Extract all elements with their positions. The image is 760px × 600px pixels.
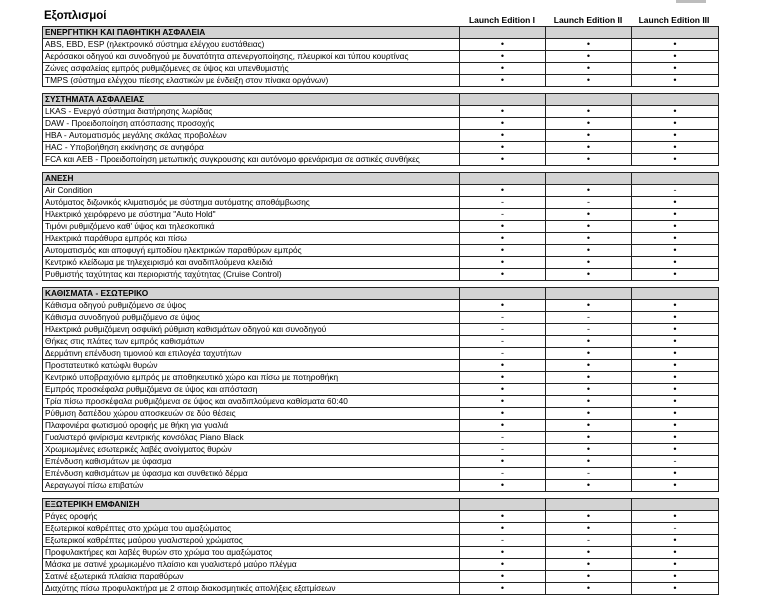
table-row — [43, 456, 719, 468]
spacer-cell — [43, 87, 460, 94]
spacer-cell — [460, 492, 546, 499]
table-row — [43, 523, 719, 535]
availability-cell-edition-3: • — [632, 348, 719, 360]
availability-cell-edition-1: • — [460, 63, 546, 75]
availability-cell-edition-2: - — [546, 324, 632, 336]
table-row — [43, 197, 719, 209]
section-header-row — [43, 173, 719, 185]
availability-cell-edition-1: - — [460, 468, 546, 480]
sheet-header — [42, 0, 718, 26]
availability-cell-edition-3: • — [632, 245, 719, 257]
availability-cell-edition-2: • — [546, 559, 632, 571]
availability-cell-edition-2: • — [546, 583, 632, 595]
availability-cell-edition-1: • — [460, 408, 546, 420]
availability-cell-edition-1: • — [460, 571, 546, 583]
section-spacer — [43, 166, 719, 173]
availability-cell-edition-1: - — [460, 535, 546, 547]
table-row — [43, 408, 719, 420]
table-row — [43, 185, 719, 197]
feature-label: Πλαφονιέρα φωτισμού οροφής με θήκη για γυαλιά — [43, 420, 460, 432]
availability-cell-edition-2: • — [546, 154, 632, 166]
section-header-row — [43, 288, 719, 300]
availability-cell-edition-1: • — [460, 511, 546, 523]
spacer-cell — [546, 166, 632, 173]
availability-cell-edition-2: • — [546, 480, 632, 492]
availability-cell-edition-3: • — [632, 118, 719, 130]
feature-label: Τιμόνι ρυθμιζόμενο καθ' ύψος και τηλεσκοπικά — [43, 221, 460, 233]
availability-cell-edition-1: • — [460, 185, 546, 197]
availability-cell-edition-3: • — [632, 197, 719, 209]
availability-cell-edition-1: • — [460, 456, 546, 468]
availability-cell-edition-2: - — [546, 468, 632, 480]
spacer-cell — [43, 166, 460, 173]
availability-cell-edition-2: • — [546, 547, 632, 559]
table-row — [43, 312, 719, 324]
section-spacer — [43, 281, 719, 288]
section-header-cell — [460, 27, 546, 39]
availability-cell-edition-1: - — [460, 312, 546, 324]
availability-cell-edition-3: • — [632, 324, 719, 336]
feature-label: LKAS - Ενεργό σύστημα διατήρησης λωρίδας — [43, 106, 460, 118]
feature-label: HBA - Αυτοματισμός μεγάλης σκάλας προβολέων — [43, 130, 460, 142]
feature-label: Διαχύτης πίσω προφυλακτήρα με 2 σποιρ διακοσμητικές απολήξεις εξατμίσεων — [43, 583, 460, 595]
table-row — [43, 396, 719, 408]
availability-cell-edition-2: • — [546, 221, 632, 233]
section-header-cell — [460, 288, 546, 300]
section-header-cell — [460, 94, 546, 106]
availability-cell-edition-3: • — [632, 511, 719, 523]
availability-cell-edition-2: • — [546, 130, 632, 142]
availability-cell-edition-2: • — [546, 360, 632, 372]
feature-label: HAC - Υποβοήθηση εκκίνησης σε ανηφόρα — [43, 142, 460, 154]
section-header-cell — [546, 27, 632, 39]
availability-cell-edition-3: - — [632, 523, 719, 535]
feature-label: DAW - Προειδοποίηση απόσπασης προσοχής — [43, 118, 460, 130]
availability-cell-edition-2: • — [546, 257, 632, 269]
availability-cell-edition-2: - — [546, 197, 632, 209]
availability-cell-edition-1: - — [460, 432, 546, 444]
availability-cell-edition-3: • — [632, 535, 719, 547]
availability-cell-edition-2: • — [546, 63, 632, 75]
availability-cell-edition-1: • — [460, 106, 546, 118]
availability-cell-edition-1: - — [460, 336, 546, 348]
table-row — [43, 571, 719, 583]
table-row — [43, 245, 719, 257]
feature-label: Εμπρός προσκέφαλα ρυθμιζόμενα σε ύψος και απόσταση — [43, 384, 460, 396]
availability-cell-edition-1: - — [460, 444, 546, 456]
availability-cell-edition-2: • — [546, 396, 632, 408]
feature-label: Επένδυση καθισμάτων με ύφασμα και συνθετικό δέρμα — [43, 468, 460, 480]
column-header-edition-3: Launch Edition III — [638, 15, 710, 25]
feature-label: Προστατευτικό κατώφλι θυρών — [43, 360, 460, 372]
availability-cell-edition-3: • — [632, 312, 719, 324]
feature-label: ABS, EBD, ESP (ηλεκτρονικό σύστημα ελέγχου ευστάθειας) — [43, 39, 460, 51]
table-row — [43, 63, 719, 75]
spacer-cell — [43, 281, 460, 288]
table-row — [43, 75, 719, 87]
table-row — [43, 444, 719, 456]
availability-cell-edition-2: • — [546, 408, 632, 420]
availability-cell-edition-1: • — [460, 51, 546, 63]
availability-cell-edition-3: • — [632, 257, 719, 269]
availability-cell-edition-2: • — [546, 209, 632, 221]
availability-cell-edition-2: • — [546, 384, 632, 396]
column-header-edition-1: Launch Edition I — [468, 15, 536, 25]
availability-cell-edition-2: • — [546, 233, 632, 245]
availability-cell-edition-2: • — [546, 444, 632, 456]
availability-cell-edition-1: - — [460, 209, 546, 221]
availability-cell-edition-1: • — [460, 583, 546, 595]
section-header-cell — [546, 94, 632, 106]
availability-cell-edition-3: • — [632, 372, 719, 384]
page-title: Εξοπλισμοί — [44, 10, 107, 22]
availability-cell-edition-1: - — [460, 324, 546, 336]
availability-cell-edition-3: • — [632, 420, 719, 432]
feature-label: Air Condition — [43, 185, 460, 197]
availability-cell-edition-3: • — [632, 269, 719, 281]
availability-cell-edition-2: - — [546, 312, 632, 324]
availability-cell-edition-2: • — [546, 511, 632, 523]
feature-label: Αυτόματος διζωνικός κλιματισμός με σύστημα αυτόματης αποθάμβωσης — [43, 197, 460, 209]
spacer-cell — [43, 492, 460, 499]
section-header-cell — [460, 173, 546, 185]
section-spacer — [43, 492, 719, 499]
feature-label: Χρωμιωμένες εσωτερικές λαβές ανοίγματος θυρών — [43, 444, 460, 456]
availability-cell-edition-2: • — [546, 336, 632, 348]
availability-cell-edition-1: • — [460, 130, 546, 142]
section-title: ΣΥΣΤΗΜΑΤΑ ΑΣΦΑΛΕΙΑΣ — [43, 94, 460, 106]
spacer-cell — [460, 166, 546, 173]
availability-cell-edition-1: • — [460, 257, 546, 269]
availability-cell-edition-1: • — [460, 559, 546, 571]
availability-cell-edition-3: • — [632, 39, 719, 51]
availability-cell-edition-3: • — [632, 300, 719, 312]
availability-cell-edition-1: • — [460, 118, 546, 130]
availability-cell-edition-3: • — [632, 583, 719, 595]
availability-cell-edition-2: • — [546, 39, 632, 51]
table-row — [43, 233, 719, 245]
feature-label: Ηλεκτρικά ρυθμιζόμενη οσφυϊκή ρύθμιση καθισμάτων οδηγού και συνοδηγού — [43, 324, 460, 336]
spacer-cell — [632, 166, 719, 173]
table-row — [43, 360, 719, 372]
feature-label: Ηλεκτρικό χειρόφρενο με σύστημα "Auto Hold" — [43, 209, 460, 221]
availability-cell-edition-1: • — [460, 75, 546, 87]
availability-cell-edition-1: • — [460, 360, 546, 372]
spacer-cell — [546, 281, 632, 288]
table-row — [43, 547, 719, 559]
availability-cell-edition-1: • — [460, 480, 546, 492]
availability-cell-edition-2: - — [546, 535, 632, 547]
availability-cell-edition-1: • — [460, 245, 546, 257]
section-header-cell — [632, 499, 719, 511]
availability-cell-edition-1: • — [460, 39, 546, 51]
table-row — [43, 118, 719, 130]
availability-cell-edition-3: • — [632, 480, 719, 492]
feature-label: Μάσκα με σατινέ χρωμιωμένο πλαίσιο και γυαλιστερό μαύρο πλέγμα — [43, 559, 460, 571]
availability-cell-edition-1: • — [460, 523, 546, 535]
availability-cell-edition-2: • — [546, 523, 632, 535]
availability-cell-edition-3: • — [632, 63, 719, 75]
table-row — [43, 559, 719, 571]
availability-cell-edition-3: • — [632, 444, 719, 456]
availability-cell-edition-3: • — [632, 571, 719, 583]
availability-cell-edition-1: • — [460, 233, 546, 245]
availability-cell-edition-1: - — [460, 197, 546, 209]
availability-cell-edition-3: - — [632, 185, 719, 197]
table-row — [43, 324, 719, 336]
availability-cell-edition-3: • — [632, 396, 719, 408]
availability-cell-edition-2: • — [546, 348, 632, 360]
table-row — [43, 583, 719, 595]
availability-cell-edition-3: • — [632, 142, 719, 154]
availability-cell-edition-3: • — [632, 384, 719, 396]
availability-cell-edition-3: • — [632, 559, 719, 571]
feature-label: Αυτοματισμός και αποφυγή εμποδίου ηλεκτρικών παραθύρων εμπρός — [43, 245, 460, 257]
section-header-cell — [460, 499, 546, 511]
section-header-cell — [632, 94, 719, 106]
table-row — [43, 51, 719, 63]
availability-cell-edition-2: • — [546, 571, 632, 583]
section-header-cell — [546, 288, 632, 300]
table-row — [43, 154, 719, 166]
section-title: ΕΞΩΤΕΡΙΚΗ ΕΜΦΑΝΙΣΗ — [43, 499, 460, 511]
availability-cell-edition-2: • — [546, 51, 632, 63]
table-row — [43, 511, 719, 523]
spacer-cell — [546, 492, 632, 499]
spacer-cell — [632, 281, 719, 288]
feature-label: Κάθισμα συνοδηγού ρυθμιζόμενο σε ύψος — [43, 312, 460, 324]
spacer-cell — [632, 87, 719, 94]
availability-cell-edition-2: • — [546, 118, 632, 130]
table-row — [43, 257, 719, 269]
availability-cell-edition-1: • — [460, 221, 546, 233]
feature-label: Αερόσακοι οδηγού και συνοδηγού με δυνατότητα απενεργοποίησης, πλευρικοί και τύπου κουρτίνας — [43, 51, 460, 63]
spacer-cell — [546, 87, 632, 94]
spacer-cell — [460, 87, 546, 94]
availability-cell-edition-3: • — [632, 51, 719, 63]
table-row — [43, 209, 719, 221]
table-row — [43, 420, 719, 432]
availability-cell-edition-3: • — [632, 209, 719, 221]
table-row — [43, 221, 719, 233]
availability-cell-edition-1: • — [460, 300, 546, 312]
availability-cell-edition-1: • — [460, 420, 546, 432]
feature-label: Σατινέ εξωτερικά πλαίσια παραθύρων — [43, 571, 460, 583]
section-title: ΑΝΕΣΗ — [43, 173, 460, 185]
section-header-row — [43, 27, 719, 39]
feature-label: Ζώνες ασφαλείας εμπρός ρυθμιζόμενες σε ύψος και υπενθυμιστής — [43, 63, 460, 75]
spacer-cell — [460, 281, 546, 288]
feature-label: Ρύθμιση δαπέδου χώρου αποσκευών σε δύο θέσεις — [43, 408, 460, 420]
table-row — [43, 39, 719, 51]
table-row — [43, 432, 719, 444]
feature-label: Ηλεκτρικά παράθυρα εμπρός και πίσω — [43, 233, 460, 245]
feature-label: Κάθισμα οδηγού ρυθμιζόμενο σε ύψος — [43, 300, 460, 312]
table-row — [43, 384, 719, 396]
availability-cell-edition-2: • — [546, 300, 632, 312]
availability-cell-edition-3: • — [632, 75, 719, 87]
table-row — [43, 348, 719, 360]
feature-label: Ράγες οροφής — [43, 511, 460, 523]
equipment-table — [42, 26, 719, 595]
availability-cell-edition-3: • — [632, 233, 719, 245]
availability-cell-edition-1: • — [460, 142, 546, 154]
availability-cell-edition-1: • — [460, 372, 546, 384]
table-row — [43, 468, 719, 480]
feature-label: Αεραγωγοί πίσω επιβατών — [43, 480, 460, 492]
availability-cell-edition-2: • — [546, 269, 632, 281]
feature-label: Δερμάτινη επένδυση τιμονιού και επιλογέα ταχυτήτων — [43, 348, 460, 360]
table-row — [43, 269, 719, 281]
table-row — [43, 535, 719, 547]
availability-cell-edition-2: • — [546, 106, 632, 118]
feature-label: Εξωτερικοί καθρέπτες μαύρου γυαλιστερού χρώματος — [43, 535, 460, 547]
table-row — [43, 300, 719, 312]
equipment-sheet — [42, 0, 718, 595]
table-row — [43, 142, 719, 154]
column-header-edition-2: Launch Edition II — [553, 15, 623, 25]
table-row — [43, 106, 719, 118]
availability-cell-edition-3: • — [632, 130, 719, 142]
table-row — [43, 336, 719, 348]
feature-label: FCA και AEB - Προειδοποίηση μετωπικής συγκρουσης και αυτόνομο φρενάρισμα σε αστικές συνθήκες — [43, 154, 460, 166]
availability-cell-edition-2: • — [546, 142, 632, 154]
table-row — [43, 130, 719, 142]
table-row — [43, 372, 719, 384]
availability-cell-edition-2: • — [546, 456, 632, 468]
table-row — [43, 480, 719, 492]
section-spacer — [43, 87, 719, 94]
availability-cell-edition-3: • — [632, 468, 719, 480]
section-header-row — [43, 94, 719, 106]
availability-cell-edition-3: • — [632, 154, 719, 166]
feature-label: Επένδυση καθισμάτων με ύφασμα — [43, 456, 460, 468]
feature-label: Κεντρικό κλείδωμα με τηλεχειρισμό και αναδιπλούμενα κλειδιά — [43, 257, 460, 269]
availability-cell-edition-2: • — [546, 185, 632, 197]
availability-cell-edition-3: • — [632, 432, 719, 444]
feature-label: Κεντρικό υποβραχιόνιο εμπρός με αποθηκευτικό χώρο και πίσω με ποτηροθήκη — [43, 372, 460, 384]
availability-cell-edition-3: • — [632, 547, 719, 559]
feature-label: Ρυθμιστής ταχύτητας και περιοριστής ταχύτητας (Cruise Control) — [43, 269, 460, 281]
feature-label: Θήκες στις πλάτες των εμπρός καθισμάτων — [43, 336, 460, 348]
section-title: ΚΑΘΙΣΜΑΤΑ - ΕΣΩΤΕΡΙΚΟ — [43, 288, 460, 300]
availability-cell-edition-3: • — [632, 408, 719, 420]
feature-label: Εξωτερικοί καθρέπτες στο χρώμα του αμαξώματος — [43, 523, 460, 535]
section-title: ΕΝΕΡΓΗΤΙΚΗ ΚΑΙ ΠΑΘΗΤΙΚΗ ΑΣΦΑΛΕΙΑ — [43, 27, 460, 39]
section-header-cell — [632, 288, 719, 300]
spacer-cell — [632, 492, 719, 499]
section-header-cell — [632, 27, 719, 39]
availability-cell-edition-2: • — [546, 432, 632, 444]
availability-cell-edition-3: - — [632, 456, 719, 468]
availability-cell-edition-2: • — [546, 420, 632, 432]
availability-cell-edition-1: - — [460, 348, 546, 360]
availability-cell-edition-2: • — [546, 372, 632, 384]
availability-cell-edition-1: • — [460, 269, 546, 281]
availability-cell-edition-2: • — [546, 245, 632, 257]
section-header-cell — [632, 173, 719, 185]
section-header-row — [43, 499, 719, 511]
feature-label: Προφυλακτήρες και λαβές θυρών στο χρώμα του αμαξώματος — [43, 547, 460, 559]
section-header-cell — [546, 173, 632, 185]
section-header-cell — [546, 499, 632, 511]
availability-cell-edition-1: • — [460, 547, 546, 559]
availability-cell-edition-3: • — [632, 336, 719, 348]
feature-label: Τρία πίσω προσκέφαλα ρυθμιζόμενα σε ύψος και αναδιπλούμενα καθίσματα 60:40 — [43, 396, 460, 408]
availability-cell-edition-1: • — [460, 154, 546, 166]
availability-cell-edition-3: • — [632, 106, 719, 118]
feature-label: Γυαλιστερό φινίρισμα κεντρικής κονσόλας Piano Black — [43, 432, 460, 444]
availability-cell-edition-1: • — [460, 384, 546, 396]
availability-cell-edition-3: • — [632, 360, 719, 372]
availability-cell-edition-3: • — [632, 221, 719, 233]
availability-cell-edition-2: • — [546, 75, 632, 87]
availability-cell-edition-1: • — [460, 396, 546, 408]
feature-label: TMPS (σύστημα ελέγχου πίεσης ελαστικών με ένδειξη στον πίνακα οργάνων) — [43, 75, 460, 87]
